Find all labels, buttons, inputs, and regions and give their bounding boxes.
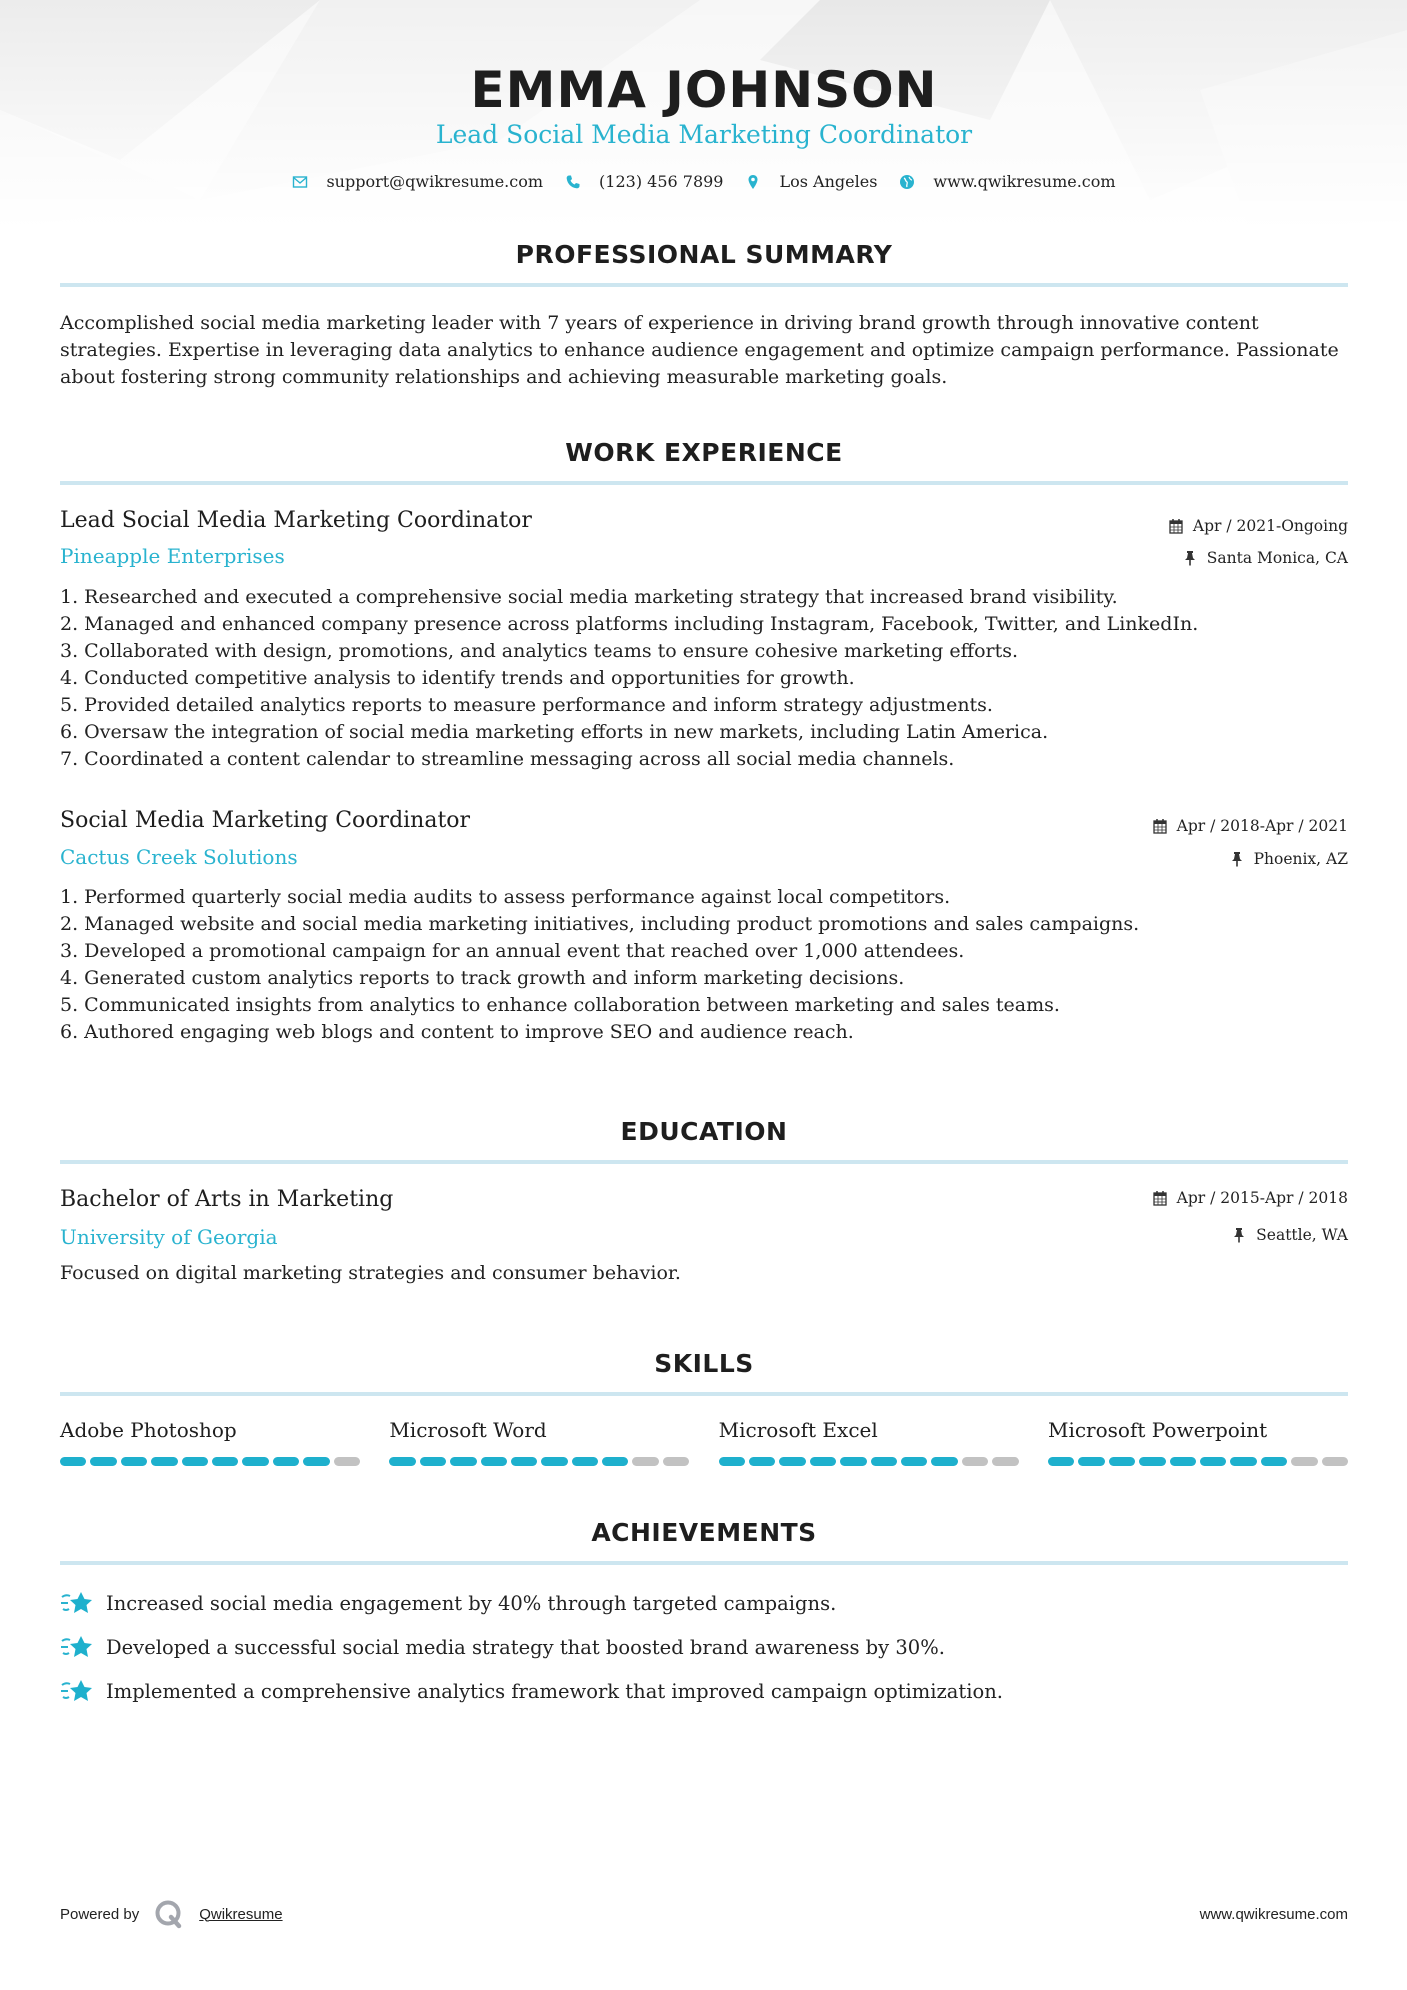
skill-rating-bar — [1048, 1457, 1348, 1466]
skill-name: Microsoft Word — [389, 1418, 547, 1442]
job-dates-text: Apr / 2021-Ongoing — [1192, 517, 1348, 535]
skill-name: Adobe Photoshop — [60, 1418, 237, 1442]
skill-segment — [1139, 1457, 1165, 1466]
skill-name: Microsoft Excel — [718, 1418, 878, 1442]
skill-item — [389, 1417, 689, 1466]
section-heading-skills: SKILLS — [654, 1349, 754, 1378]
section-divider — [60, 1561, 1348, 1565]
skill-segment — [1109, 1457, 1135, 1466]
list-item: 2. Managed and enhanced company presence across platforms including Instagram, Facebook, Twitter, and LinkedIn. — [60, 613, 1199, 635]
location-text: Los Angeles — [779, 172, 878, 191]
skill-segment — [931, 1457, 957, 1466]
skill-segment — [212, 1457, 238, 1466]
skill-segment — [810, 1457, 836, 1466]
powered-by-label: Powered by — [60, 1905, 140, 1923]
job-bullets — [60, 584, 1348, 773]
calendar-icon — [1153, 818, 1167, 834]
shooting-star-icon — [60, 1632, 94, 1662]
skill-segment — [779, 1457, 805, 1466]
skill-segment — [90, 1457, 116, 1466]
list-item: 1. Performed quarterly social media audits to assess performance against local competitors. — [60, 886, 951, 908]
skill-segment — [541, 1457, 567, 1466]
list-item: 5. Provided detailed analytics reports to measure performance and inform strategy adjustments. — [60, 694, 993, 716]
envelope-icon — [292, 174, 308, 190]
skill-segment — [1261, 1457, 1287, 1466]
job-company: Pineapple Enterprises — [60, 544, 285, 568]
job-dates — [1153, 816, 1348, 836]
contact-phone[interactable] — [565, 172, 723, 191]
phone-icon — [565, 174, 581, 190]
achievement-item — [60, 1625, 1348, 1669]
section-heading-education: EDUCATION — [620, 1117, 788, 1146]
skill-segment — [871, 1457, 897, 1466]
list-item: 4. Conducted competitive analysis to identify trends and opportunities for growth. — [60, 667, 855, 689]
qwikresume-logo-icon — [153, 1898, 185, 1930]
list-item: 3. Collaborated with design, promotions, and analytics teams to ensure cohesive marketing efforts. — [60, 640, 1019, 662]
skill-segment — [389, 1457, 415, 1466]
skill-rating-bar — [389, 1457, 689, 1466]
footer — [60, 1898, 1348, 1930]
job-dates — [1169, 516, 1348, 536]
achievement-item — [60, 1581, 1348, 1625]
skill-item — [1048, 1417, 1348, 1466]
skill-segment — [901, 1457, 927, 1466]
skill-item — [60, 1417, 360, 1466]
skill-segment — [1230, 1457, 1256, 1466]
email-text: support@qwikresume.com — [326, 172, 544, 191]
pushpin-icon — [1230, 851, 1244, 867]
skill-segment — [242, 1457, 268, 1466]
website-text: www.qwikresume.com — [933, 172, 1116, 191]
list-item: 6. Oversaw the integration of social media marketing efforts in new markets, including Latin America. — [60, 721, 1049, 743]
job-title: Social Media Marketing Coordinator — [60, 808, 471, 833]
achievement-text: Developed a successful social media strategy that boosted brand awareness by 30%. — [106, 1635, 945, 1659]
list-item: 3. Developed a promotional campaign for an annual event that reached over 1,000 attendees. — [60, 940, 965, 962]
achievement-text: Increased social media engagement by 40% through targeted campaigns. — [106, 1591, 837, 1615]
job-location-text: Phoenix, AZ — [1253, 850, 1348, 868]
section-heading-summary: PROFESSIONAL SUMMARY — [515, 240, 893, 269]
achievement-text: Implemented a comprehensive analytics framework that improved campaign optimization. — [106, 1679, 1003, 1703]
skill-segment — [511, 1457, 537, 1466]
summary-text: Accomplished social media marketing leader with 7 years of experience in driving brand growth through innovative content strategies. Expertise in leveraging data analytics to enhance audience engagement and optimize campaign performance. Passionate about fostering strong community relationships and achieving measurable marketing goals. — [60, 312, 1339, 388]
school-name: University of Georgia — [60, 1225, 278, 1249]
skill-segment — [273, 1457, 299, 1466]
skill-segment — [1078, 1457, 1104, 1466]
list-item: 4. Generated custom analytics reports to track growth and inform marketing decisions. — [60, 967, 905, 989]
job-company: Cactus Creek Solutions — [60, 845, 298, 869]
list-item: 7. Coordinated a content calendar to streamline messaging across all social media channels. — [60, 748, 955, 770]
education-dates — [1153, 1188, 1348, 1208]
powered-by — [60, 1898, 283, 1930]
skill-segment — [572, 1457, 598, 1466]
list-item: 6. Authored engaging web blogs and content to improve SEO and audience reach. — [60, 1021, 854, 1043]
contact-location — [745, 172, 877, 191]
skill-segment — [962, 1457, 988, 1466]
candidate-title: Lead Social Media Marketing Coordinator — [435, 120, 973, 149]
contact-website[interactable] — [899, 172, 1115, 191]
achievements-list — [60, 1581, 1348, 1713]
calendar-icon — [1153, 1190, 1167, 1206]
skill-segment — [121, 1457, 147, 1466]
calendar-icon — [1169, 518, 1183, 534]
skill-rating-bar — [719, 1457, 1019, 1466]
pushpin-icon — [1183, 550, 1197, 566]
achievement-item — [60, 1669, 1348, 1713]
skill-segment — [1322, 1457, 1348, 1466]
skill-segment — [182, 1457, 208, 1466]
education-location — [1232, 1225, 1348, 1245]
globe-icon — [899, 174, 915, 190]
section-divider — [60, 1392, 1348, 1396]
skill-segment — [1200, 1457, 1226, 1466]
skill-segment — [60, 1457, 86, 1466]
section-heading-experience: WORK EXPERIENCE — [565, 438, 843, 467]
skills-grid — [60, 1417, 1348, 1466]
skill-segment — [303, 1457, 329, 1466]
skill-segment — [481, 1457, 507, 1466]
contact-email[interactable] — [292, 172, 543, 191]
job-location — [1183, 548, 1348, 568]
shooting-star-icon — [60, 1588, 94, 1618]
education-description: Focused on digital marketing strategies and consumer behavior. — [60, 1262, 681, 1284]
candidate-name: EMMA JOHNSON — [470, 61, 938, 119]
skill-segment — [992, 1457, 1018, 1466]
skill-segment — [749, 1457, 775, 1466]
list-item: 5. Communicated insights from analytics to enhance collaboration between marketing and sales teams. — [60, 994, 1060, 1016]
contact-bar — [60, 172, 1348, 191]
list-item: 2. Managed website and social media marketing initiatives, including product promotions and sales campaigns. — [60, 913, 1140, 935]
skill-segment — [632, 1457, 658, 1466]
qwikresume-link[interactable]: Qwikresume — [199, 1905, 283, 1923]
skill-segment — [1048, 1457, 1074, 1466]
footer-url[interactable]: www.qwikresume.com — [1199, 1905, 1348, 1923]
section-divider — [60, 1160, 1348, 1164]
skill-segment — [450, 1457, 476, 1466]
section-divider — [60, 481, 1348, 485]
section-divider — [60, 283, 1348, 287]
section-heading-achievements: ACHIEVEMENTS — [591, 1518, 817, 1547]
pushpin-icon — [1232, 1227, 1246, 1243]
skill-segment — [151, 1457, 177, 1466]
skill-segment — [420, 1457, 446, 1466]
job-dates-text: Apr / 2018-Apr / 2021 — [1176, 817, 1348, 835]
skill-item — [719, 1417, 1019, 1466]
skill-name: Microsoft Powerpoint — [1047, 1418, 1268, 1442]
job-title: Lead Social Media Marketing Coordinator — [60, 508, 532, 533]
shooting-star-icon — [60, 1676, 94, 1706]
skill-segment — [840, 1457, 866, 1466]
skill-segment — [334, 1457, 360, 1466]
phone-text: (123) 456 7899 — [599, 172, 724, 191]
list-item: 1. Researched and executed a comprehensive social media marketing strategy that increased brand visibility. — [60, 586, 1118, 608]
job-location — [1230, 849, 1348, 869]
map-marker-icon — [745, 174, 761, 190]
skill-rating-bar — [60, 1457, 360, 1466]
skill-segment — [719, 1457, 745, 1466]
skill-segment — [663, 1457, 689, 1466]
job-location-text: Santa Monica, CA — [1206, 549, 1348, 567]
job-bullets — [60, 884, 1348, 1046]
education-dates-text: Apr / 2015-Apr / 2018 — [1176, 1189, 1348, 1207]
skill-segment — [602, 1457, 628, 1466]
skill-segment — [1170, 1457, 1196, 1466]
skill-segment — [1291, 1457, 1317, 1466]
education-location-text: Seattle, WA — [1256, 1226, 1348, 1244]
degree-title: Bachelor of Arts in Marketing — [60, 1187, 394, 1212]
